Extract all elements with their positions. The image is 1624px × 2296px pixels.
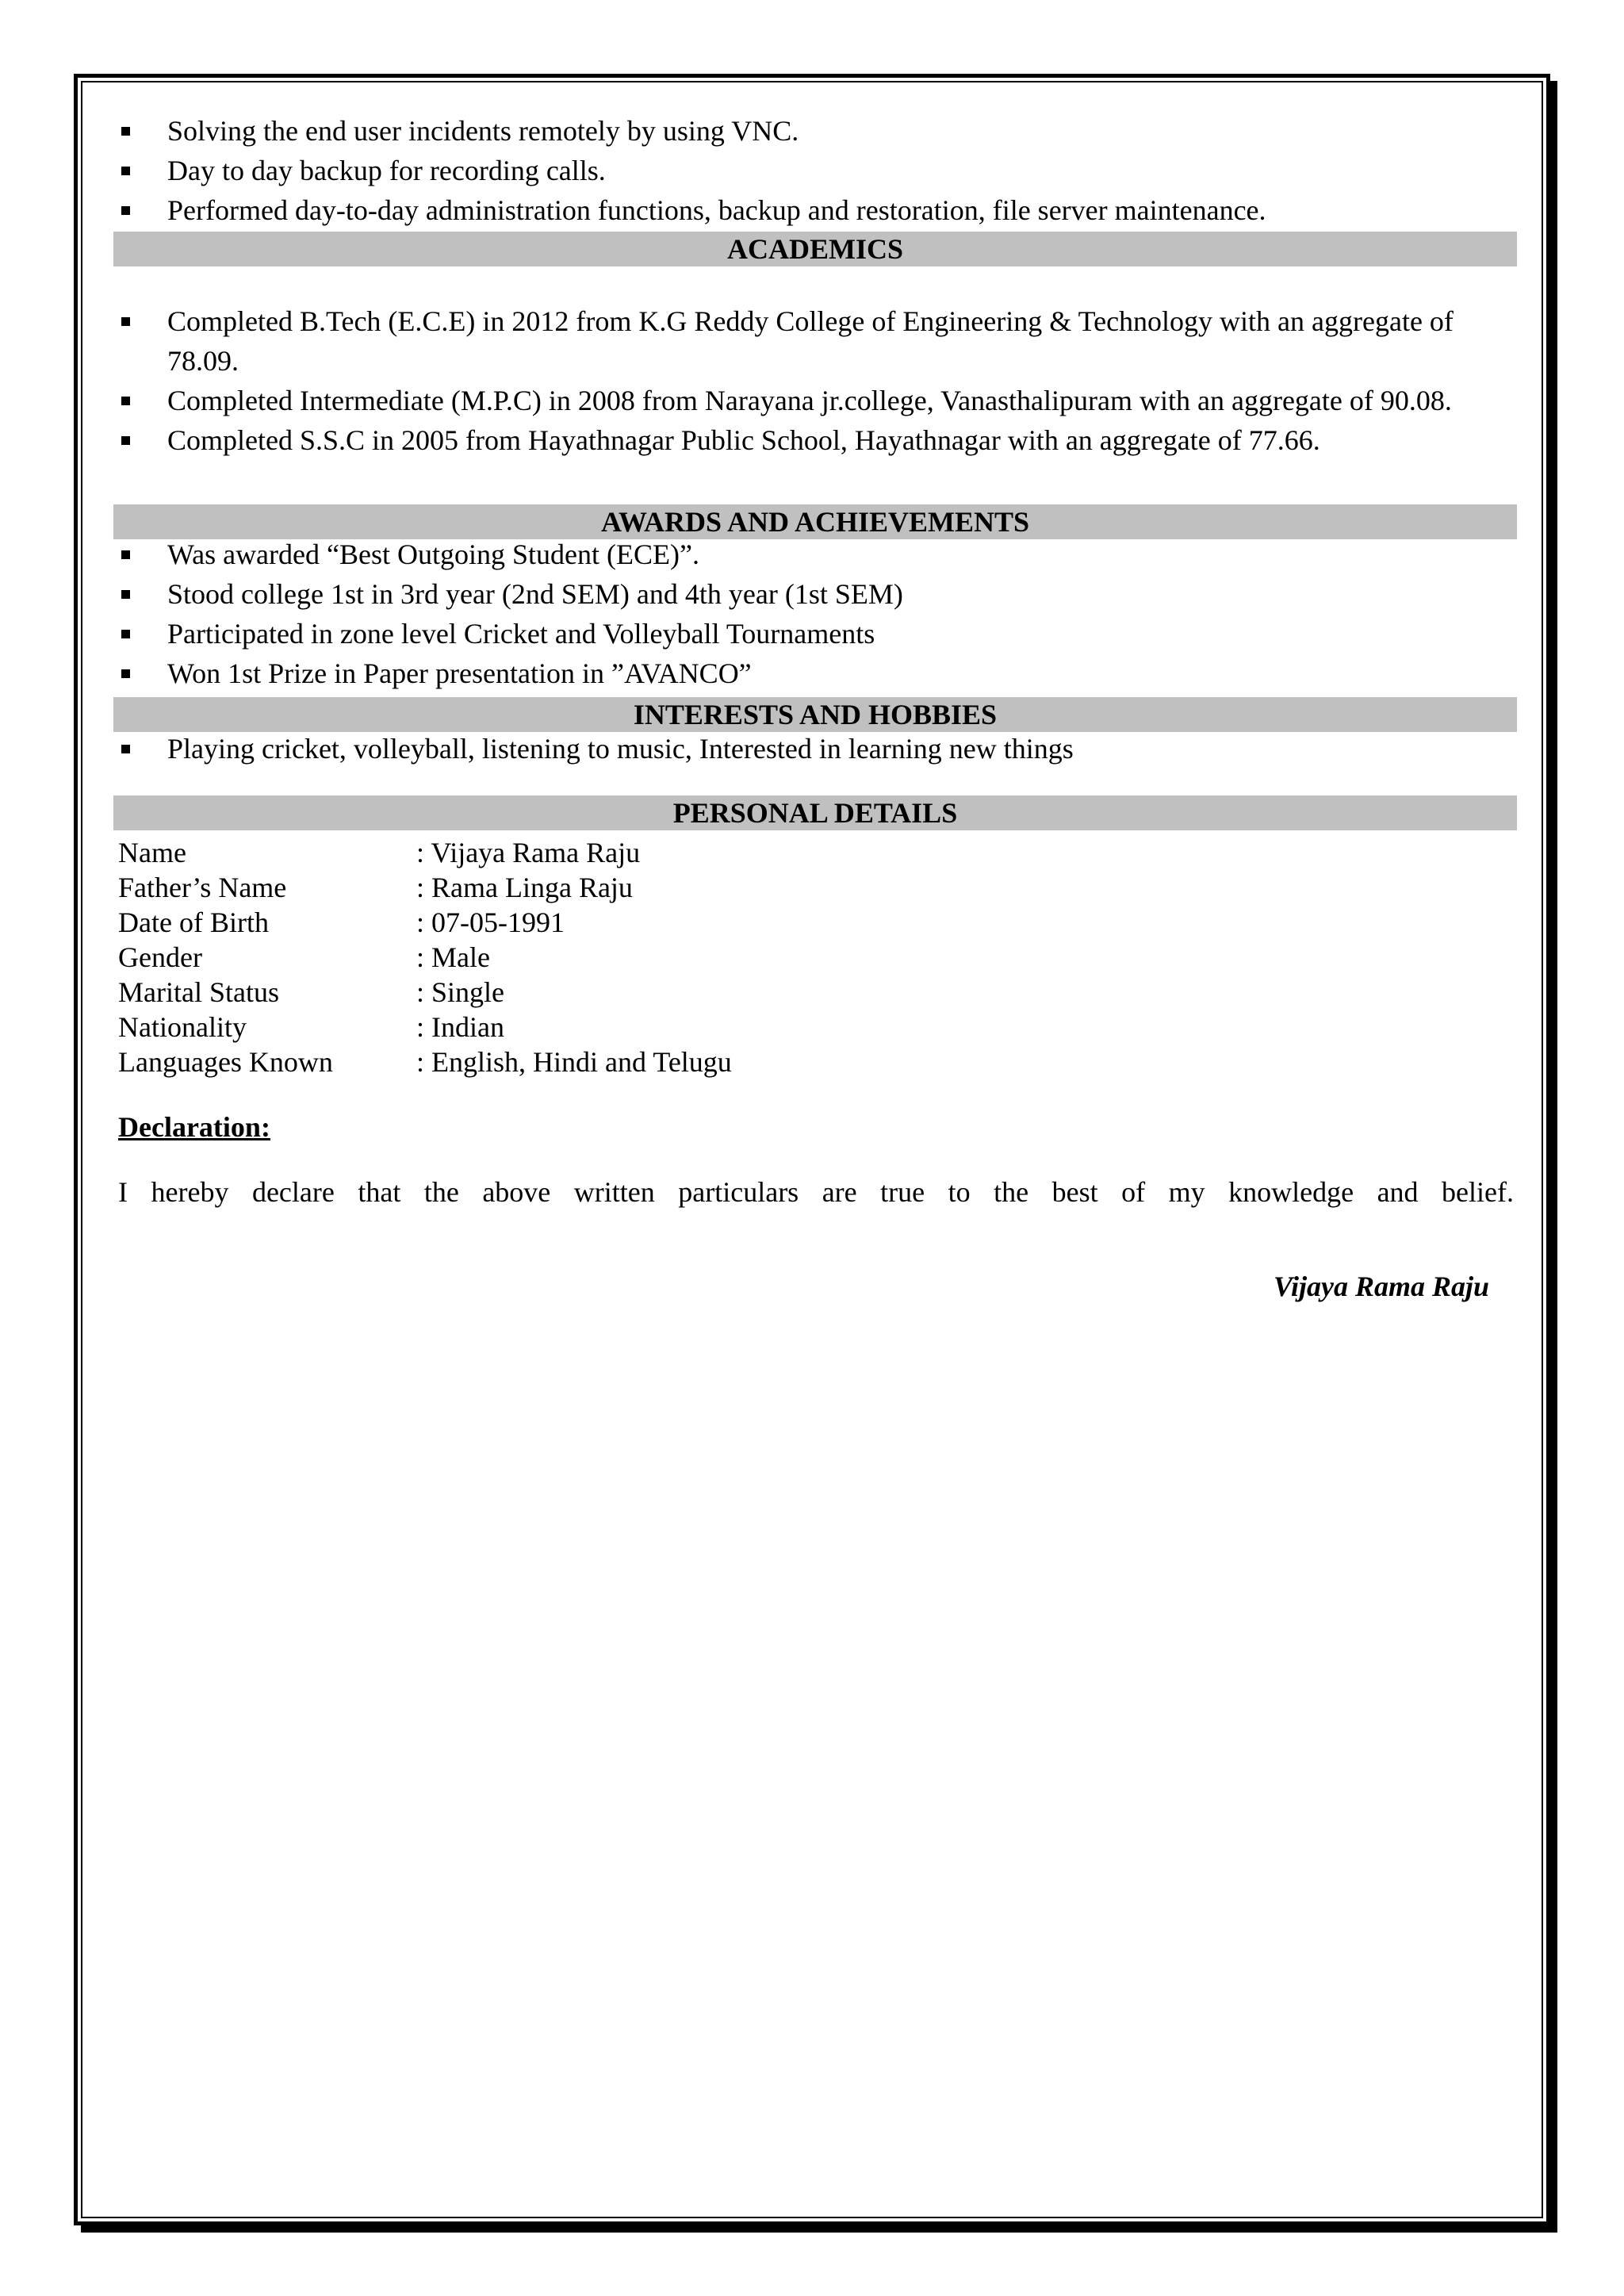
square-bullet-icon bbox=[121, 436, 130, 445]
square-bullet-icon bbox=[121, 745, 130, 753]
square-bullet-icon bbox=[121, 317, 130, 326]
personal-label: Name bbox=[118, 837, 186, 868]
awards-list bbox=[113, 535, 1517, 693]
personal-details-table bbox=[118, 835, 732, 1079]
list-item: Completed S.S.C in 2005 from Hayathnagar Public School, Hayathnagar with an aggregate of 77.66. bbox=[113, 420, 1517, 460]
personal-label: Gender bbox=[118, 941, 202, 973]
table-row bbox=[118, 870, 732, 905]
section-header-interests: INTERESTS AND HOBBIES bbox=[113, 697, 1517, 732]
square-bullet-icon bbox=[121, 167, 130, 175]
list-item: Playing cricket, volleyball, listening to music, Interested in learning new things bbox=[113, 729, 1517, 769]
personal-label: Marital Status bbox=[118, 976, 279, 1008]
personal-value: : English, Hindi and Telugu bbox=[416, 1046, 732, 1078]
section-header-academics: ACADEMICS bbox=[113, 232, 1517, 266]
square-bullet-icon bbox=[121, 397, 130, 405]
declaration-heading: Declaration: bbox=[118, 1111, 270, 1143]
square-bullet-icon bbox=[121, 630, 130, 638]
declaration-text: I hereby declare that the above written particulars are true to the best of my knowledge and belief. bbox=[118, 1176, 1514, 1208]
list-item: Stood college 1st in 3rd year (2nd SEM) and 4th year (1st SEM) bbox=[113, 574, 1517, 614]
resume-content bbox=[113, 111, 1517, 1305]
table-row bbox=[118, 835, 732, 870]
list-item: Solving the end user incidents remotely by using VNC. bbox=[113, 111, 1517, 151]
personal-value: : Single bbox=[416, 976, 505, 1008]
list-item: Performed day-to-day administration functions, backup and restoration, file server maintenance. bbox=[113, 190, 1517, 230]
personal-label: Father’s Name bbox=[118, 872, 287, 903]
personal-value: : Indian bbox=[416, 1011, 504, 1043]
signature-name: Vijaya Rama Raju bbox=[1273, 1271, 1489, 1302]
square-bullet-icon bbox=[121, 127, 130, 136]
personal-value: : Vijaya Rama Raju bbox=[416, 837, 641, 868]
list-item: Participated in zone level Cricket and Volleyball Tournaments bbox=[113, 614, 1517, 654]
list-item: Day to day backup for recording calls. bbox=[113, 151, 1517, 190]
table-row bbox=[118, 1045, 732, 1079]
interests-list bbox=[113, 729, 1517, 769]
list-item: Won 1st Prize in Paper presentation in ”AVANCO” bbox=[113, 654, 1517, 693]
square-bullet-icon bbox=[121, 669, 130, 678]
signature-block bbox=[113, 1209, 1489, 1305]
square-bullet-icon bbox=[121, 590, 130, 599]
personal-label: Date of Birth bbox=[118, 907, 269, 938]
list-item: Was awarded “Best Outgoing Student (ECE)”. bbox=[113, 535, 1517, 574]
list-item: Completed B.Tech (E.C.E) in 2012 from K.G Reddy College of Engineering & Technology with an aggregate of 78.09. bbox=[113, 301, 1517, 381]
section-header-awards: AWARDS AND ACHIEVEMENTS bbox=[113, 504, 1517, 539]
table-row bbox=[118, 975, 732, 1010]
table-row bbox=[118, 905, 732, 940]
academics-list bbox=[113, 301, 1517, 460]
personal-label: Languages Known bbox=[118, 1046, 333, 1078]
personal-value: : Rama Linga Raju bbox=[416, 872, 633, 903]
personal-value: : Male bbox=[416, 941, 490, 973]
list-item: Completed Intermediate (M.P.C) in 2008 from Narayana jr.college, Vanasthalipuram with an aggregate of 90.08. bbox=[113, 381, 1517, 420]
personal-label: Nationality bbox=[118, 1011, 247, 1043]
square-bullet-icon bbox=[121, 550, 130, 559]
table-row bbox=[118, 1010, 732, 1045]
personal-value: : 07-05-1991 bbox=[416, 907, 565, 938]
table-row bbox=[118, 940, 732, 975]
square-bullet-icon bbox=[121, 206, 130, 215]
section-header-personal: PERSONAL DETAILS bbox=[113, 795, 1517, 830]
experience-list bbox=[113, 111, 1517, 230]
